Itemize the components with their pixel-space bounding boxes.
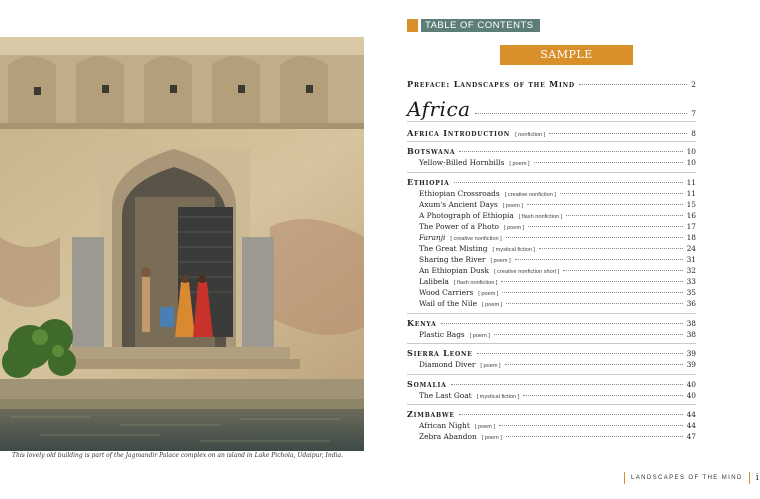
dot-leader (515, 259, 683, 260)
toc-entry-genre: [ creative nonfiction ] (450, 236, 502, 242)
toc-entry (407, 189, 696, 198)
toc-entry-genre: [ creative nonfiction ] (504, 192, 556, 198)
page-number: i (755, 473, 759, 483)
sample-badge: SAMPLE (500, 45, 633, 65)
toc-entry (407, 288, 696, 297)
toc-entry-title: African Night (419, 421, 470, 430)
toc-entry-title: Preface: Landscapes of the Mind (407, 79, 575, 89)
page-footer (624, 471, 759, 485)
toc-entry (407, 158, 696, 167)
toc-entry-page: 24 (686, 244, 696, 253)
toc-entry (407, 277, 696, 286)
footer-book-title: LANDSCAPES OF THE MIND (631, 475, 743, 481)
toc-section-entry (407, 128, 696, 138)
toc-entry-genre: [ poem ] (490, 258, 511, 264)
toc-section-entry (407, 146, 696, 156)
toc-entry-title: Wood Carriers (419, 288, 474, 297)
toc-entry-page: 16 (686, 211, 696, 220)
toc-entry-title: Botswana (407, 146, 456, 156)
toc-entry-title: Diamond Diver (419, 360, 476, 369)
palace-photograph (0, 37, 364, 451)
toc-entry-page: 11 (686, 178, 696, 187)
toc-entry-genre: [ poem ] (502, 203, 524, 209)
toc-entry-genre: [ poem ] (480, 363, 501, 369)
dot-leader (454, 182, 683, 183)
section-divider (407, 141, 696, 142)
dot-leader (441, 323, 683, 324)
toc-entry-page: 10 (686, 147, 696, 156)
toc-entry-page: 40 (686, 391, 696, 400)
toc-entry-title: Somalia (407, 379, 447, 389)
dot-leader (459, 151, 682, 152)
toc-entry-title: A Photograph of Ethiopia (419, 211, 514, 220)
toc-entry-title: Plastic Bags (419, 330, 465, 339)
toc-section-entry (407, 97, 696, 121)
toc-entry-genre: [ mystical fiction ] (492, 247, 536, 253)
toc-entry-page: 8 (691, 129, 696, 138)
toc-section-entry (407, 318, 696, 328)
toc-entry (407, 360, 696, 369)
toc-entry-page: 44 (686, 410, 696, 419)
toc-section-entry (407, 379, 696, 389)
dot-leader (505, 364, 683, 365)
toc-entry-page: 39 (686, 360, 696, 369)
toc-entry-title: Ethiopia (407, 177, 450, 187)
dot-leader (499, 425, 683, 426)
section-divider (407, 404, 696, 405)
dot-leader (563, 270, 682, 271)
toc-entry-title: The Last Goat (419, 391, 472, 400)
toc-section-entry (407, 348, 696, 358)
dot-leader (527, 204, 683, 205)
dot-leader (506, 237, 683, 238)
dot-leader (506, 436, 683, 437)
dot-leader (566, 215, 682, 216)
toc-entry-page: 33 (686, 277, 696, 286)
toc-entry-page: 17 (686, 222, 696, 231)
toc-entry-title: Ethiopian Crossroads (419, 189, 500, 198)
toc-entry-page: 36 (686, 299, 696, 308)
toc-entry (407, 391, 696, 400)
toc-entry-page: 11 (686, 189, 696, 198)
toc-entry-page: 40 (686, 380, 696, 389)
dot-leader (523, 395, 682, 396)
toc-entry-genre: [ mystical fiction ] (476, 394, 520, 400)
dot-leader (451, 384, 683, 385)
toc-entry-title: Wail of the Nile (419, 299, 477, 308)
toc-entry-page: 7 (691, 109, 696, 118)
toc-entry-title: Sharing the River (419, 255, 486, 264)
toc-entry-genre: [ poem ] (474, 424, 496, 430)
section-divider (407, 313, 696, 314)
toc-entry (407, 432, 696, 441)
table-of-contents (407, 0, 696, 499)
section-divider (407, 172, 696, 173)
toc-entry-page: 18 (686, 233, 696, 242)
toc-entry (407, 211, 696, 220)
toc-entry-title: Yellow-Billed Hornbills (419, 158, 505, 167)
toc-entry-genre: [ flash nonfiction ] (518, 214, 563, 220)
toc-entry (407, 330, 696, 339)
toc-entry-title: Faranji (419, 233, 446, 242)
section-divider (407, 121, 696, 122)
toc-entry-title: Zebra Abandon (419, 432, 477, 441)
toc-entry-title: Sierra Leone (407, 348, 473, 358)
toc-entry-page: 38 (686, 319, 696, 328)
toc-entry-genre: [ poem ] (509, 161, 530, 167)
toc-entry-title: Africa (407, 97, 471, 121)
toc-section-entry (407, 409, 696, 419)
section-divider (407, 374, 696, 375)
toc-entry-title: Kenya (407, 318, 437, 328)
toc-entry (407, 233, 696, 242)
dot-leader (459, 414, 683, 415)
toc-entry (407, 200, 696, 209)
palace-illustration (0, 37, 364, 451)
photo-caption: This lovely old building is part of the Jagmandir Palace complex on an island in Lake Pichola, Udaipur, India. (12, 452, 343, 459)
toc-entry-title: An Ethiopian Dusk (419, 266, 489, 275)
toc-entry-genre: [ poem ] (504, 225, 525, 231)
toc-entry-title: The Great Misting (419, 244, 488, 253)
footer-divider (749, 472, 750, 484)
dot-leader (539, 248, 683, 249)
toc-entry-title: Lalibela (419, 277, 449, 286)
dot-leader (560, 193, 683, 194)
dot-leader (494, 334, 683, 335)
toc-entry-page: 10 (686, 158, 696, 167)
toc-entry-genre: [ poem ] (482, 302, 503, 308)
toc-section-entry (407, 79, 696, 89)
dot-leader (506, 303, 682, 304)
toc-entry-genre: [ poem ] (478, 291, 499, 297)
toc-entry (407, 266, 696, 275)
toc-entry-page: 15 (686, 200, 696, 209)
dot-leader (477, 353, 683, 354)
toc-entry-title: Axum's Ancient Days (419, 200, 498, 209)
toc-entry-page: 39 (686, 349, 696, 358)
toc-entry-page: 31 (686, 255, 696, 264)
toc-entry (407, 244, 696, 253)
dot-leader (549, 133, 687, 134)
dot-leader (579, 84, 687, 85)
toc-entry-page: 35 (686, 288, 696, 297)
toc-header-title: TABLE OF CONTENTS (421, 19, 540, 32)
toc-entry-page: 47 (686, 432, 696, 441)
toc-entry-title: Africa Introduction (407, 128, 511, 138)
toc-entry-page: 44 (686, 421, 696, 430)
dot-leader (528, 226, 682, 227)
toc-entry-page: 2 (691, 80, 696, 89)
toc-entry-title: The Power of a Photo (419, 222, 500, 231)
toc-entry (407, 421, 696, 430)
toc-entry-genre: [ flash nonfiction ] (453, 280, 498, 286)
dot-leader (475, 113, 688, 114)
dot-leader (534, 162, 683, 163)
toc-entry-page: 32 (686, 266, 696, 275)
toc-section-entry (407, 177, 696, 187)
toc-entry (407, 299, 696, 308)
toc-entry-genre: [ poem ] (469, 333, 490, 339)
footer-divider (624, 472, 625, 484)
toc-entry (407, 222, 696, 231)
toc-entry (407, 255, 696, 264)
dot-leader (502, 292, 682, 293)
section-divider (407, 343, 696, 344)
toc-entry-page: 38 (686, 330, 696, 339)
toc-entry-genre: [ nonfiction ] (515, 132, 546, 138)
toc-entry-title: Zimbabwe (407, 409, 455, 419)
toc-entry-genre: [ poem ] (481, 435, 502, 441)
dot-leader (501, 281, 682, 282)
toc-entry-genre: [ creative nonfiction short ] (493, 269, 560, 275)
